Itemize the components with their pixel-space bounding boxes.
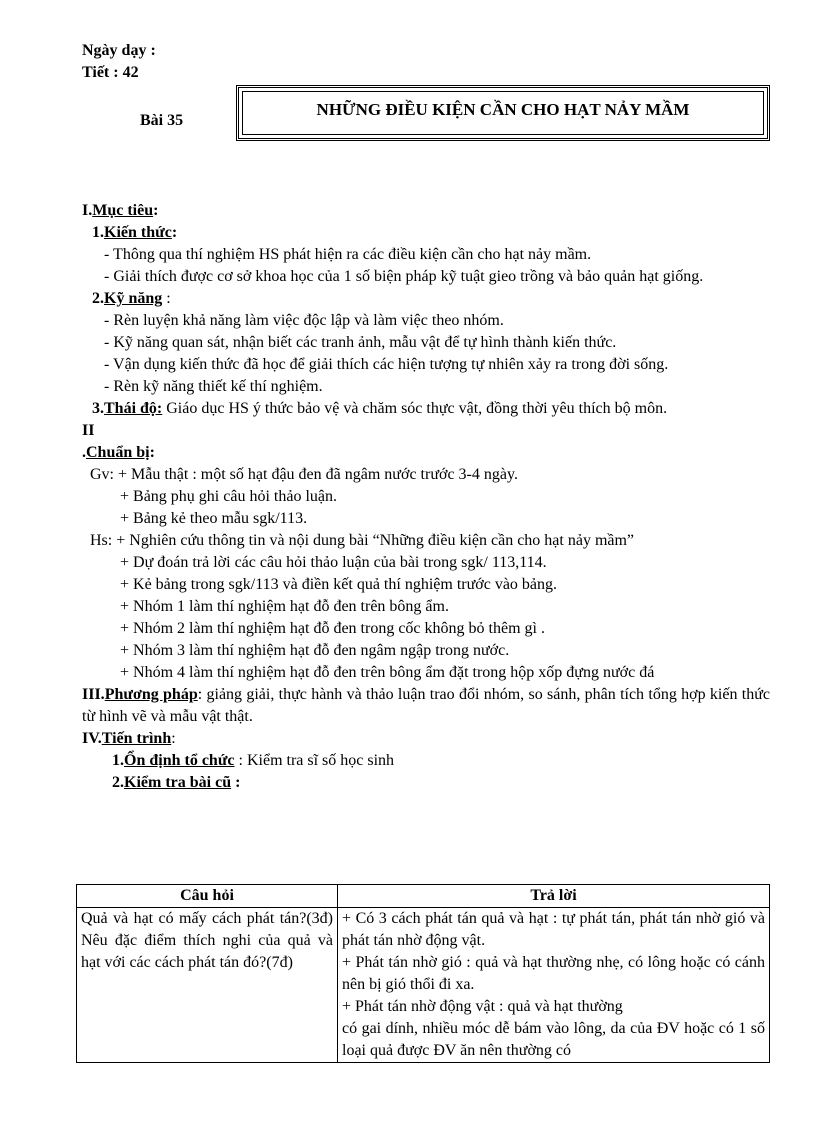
review-table <box>76 884 770 1063</box>
gv-item: Gv: + Mẫu thật : một số hạt đậu đen đã ngâm nước trước 3-4 ngày. <box>90 466 518 483</box>
knowledge-item: - Giải thích được cơ sở khoa học của 1 số biện pháp kỹ tuật gieo trồng và bảo quản hạt giống. <box>104 268 704 285</box>
table-row <box>77 908 770 1063</box>
section4-heading: IV.Tiến trình: <box>82 730 176 747</box>
skills-item: - Kỹ năng quan sát, nhận biết các tranh ảnh, mẫu vật để tự hình thành kiến thức. <box>104 334 617 351</box>
skills-heading: 2.Kỹ năng : <box>92 290 171 307</box>
step2-line: 2.Kiểm tra bài cũ : <box>112 774 241 791</box>
answer-line: có gai dính, nhiều móc dễ bám vào lông, da của ĐV hoặc có 1 số loại quả được ĐV ăn nên thường có <box>342 1020 765 1059</box>
knowledge-item: - Thông qua thí nghiệm HS phát hiện ra các điều kiện cần cho hạt nảy mầm. <box>104 246 592 263</box>
title-box <box>236 85 770 141</box>
method-paragraph: III.Phương pháp: giảng giải, thực hành và thảo luận trao đổi nhóm, so sánh, phân tích tổng hợp kiến thức từ hình vẽ và mẫu vật thật. <box>82 686 770 725</box>
lesson-number: Bài 35 <box>140 112 184 129</box>
table-header-row <box>77 885 770 908</box>
hs-item: + Nhóm 2 làm thí nghiệm hạt đỗ đen trong cốc không bỏ thêm gì . <box>120 620 545 637</box>
answer-line: + Có 3 cách phát tán quả và hạt : tự phát tán, phát tán nhờ gió và phát tán nhờ động vật. <box>342 910 765 949</box>
hs-item: + Nhóm 3 làm thí nghiệm hạt đỗ đen ngâm ngập trong nước. <box>120 642 510 659</box>
hs-item: + Nhóm 4 làm thí nghiệm hạt đỗ đen trên bông ẩm đặt trong hộp xốp đựng nước đá <box>120 664 655 681</box>
hs-item: + Kẻ bảng trong sgk/113 và điền kết quả thí nghiệm trước vào bảng. <box>120 576 558 593</box>
lesson-body <box>82 200 770 794</box>
lesson-title: NHỮNG ĐIỀU KIỆN CẦN CHO HẠT NẢY MẦM <box>316 100 690 119</box>
header-answer: Trả lời <box>338 885 770 908</box>
section2-numeral: II <box>82 422 95 439</box>
hs-item: + Nhóm 1 làm thí nghiệm hạt đỗ đen trên bông ẩm. <box>120 598 449 615</box>
answer-line: + Phát tán nhờ gió : quả và hạt thường nhẹ, có lông hoặc có cánh nên bị gió thổi đi xa. <box>342 954 765 993</box>
attitude-paragraph: 3.Thái độ: Giáo dục HS ý thức bảo vệ và chăm sóc thực vật, đồng thời yêu thích bộ môn. <box>92 400 668 417</box>
hs-item: Hs: + Nghiên cứu thông tin và nội dung bài “Những điều kiện cần cho hạt nảy mầm” <box>90 532 635 549</box>
skills-item: - Vận dụng kiến thức đã học để giải thích các hiện tượng tự nhiên xảy ra trong đời sống. <box>104 356 669 373</box>
question-cell: Quả và hạt có mấy cách phát tán?(3đ) Nêu đặc điểm thích nghi của quả và hạt với các cách phát tán đó?(7đ) <box>77 908 338 1063</box>
gv-item: + Bảng kẻ theo mẫu sgk/113. <box>120 510 308 527</box>
teaching-date-label: Ngày dạy : <box>82 42 156 59</box>
answer-line: + Phát tán nhờ động vật : quả và hạt thường <box>342 998 623 1015</box>
skills-item: - Rèn kỹ năng thiết kế thí nghiệm. <box>104 378 323 395</box>
step1-line: 1.Ổn định tổ chức : Kiểm tra sĩ số học sinh <box>112 752 395 769</box>
skills-item: - Rèn luyện khả năng làm việc độc lập và làm việc theo nhóm. <box>104 312 504 329</box>
section1-heading: I.Mục tiêu: <box>82 202 159 219</box>
header-question: Câu hỏi <box>77 885 338 908</box>
hs-item: + Dự đoán trả lời các câu hỏi thảo luận của bài trong sgk/ 113,114. <box>120 554 547 571</box>
period-label: Tiết : 42 <box>82 64 139 81</box>
knowledge-heading: 1.Kiến thức: <box>92 224 178 241</box>
gv-item: + Bảng phụ ghi câu hỏi thảo luận. <box>120 488 337 505</box>
section2-heading: .Chuẩn bị: <box>82 444 155 461</box>
answer-cell <box>338 908 770 1063</box>
